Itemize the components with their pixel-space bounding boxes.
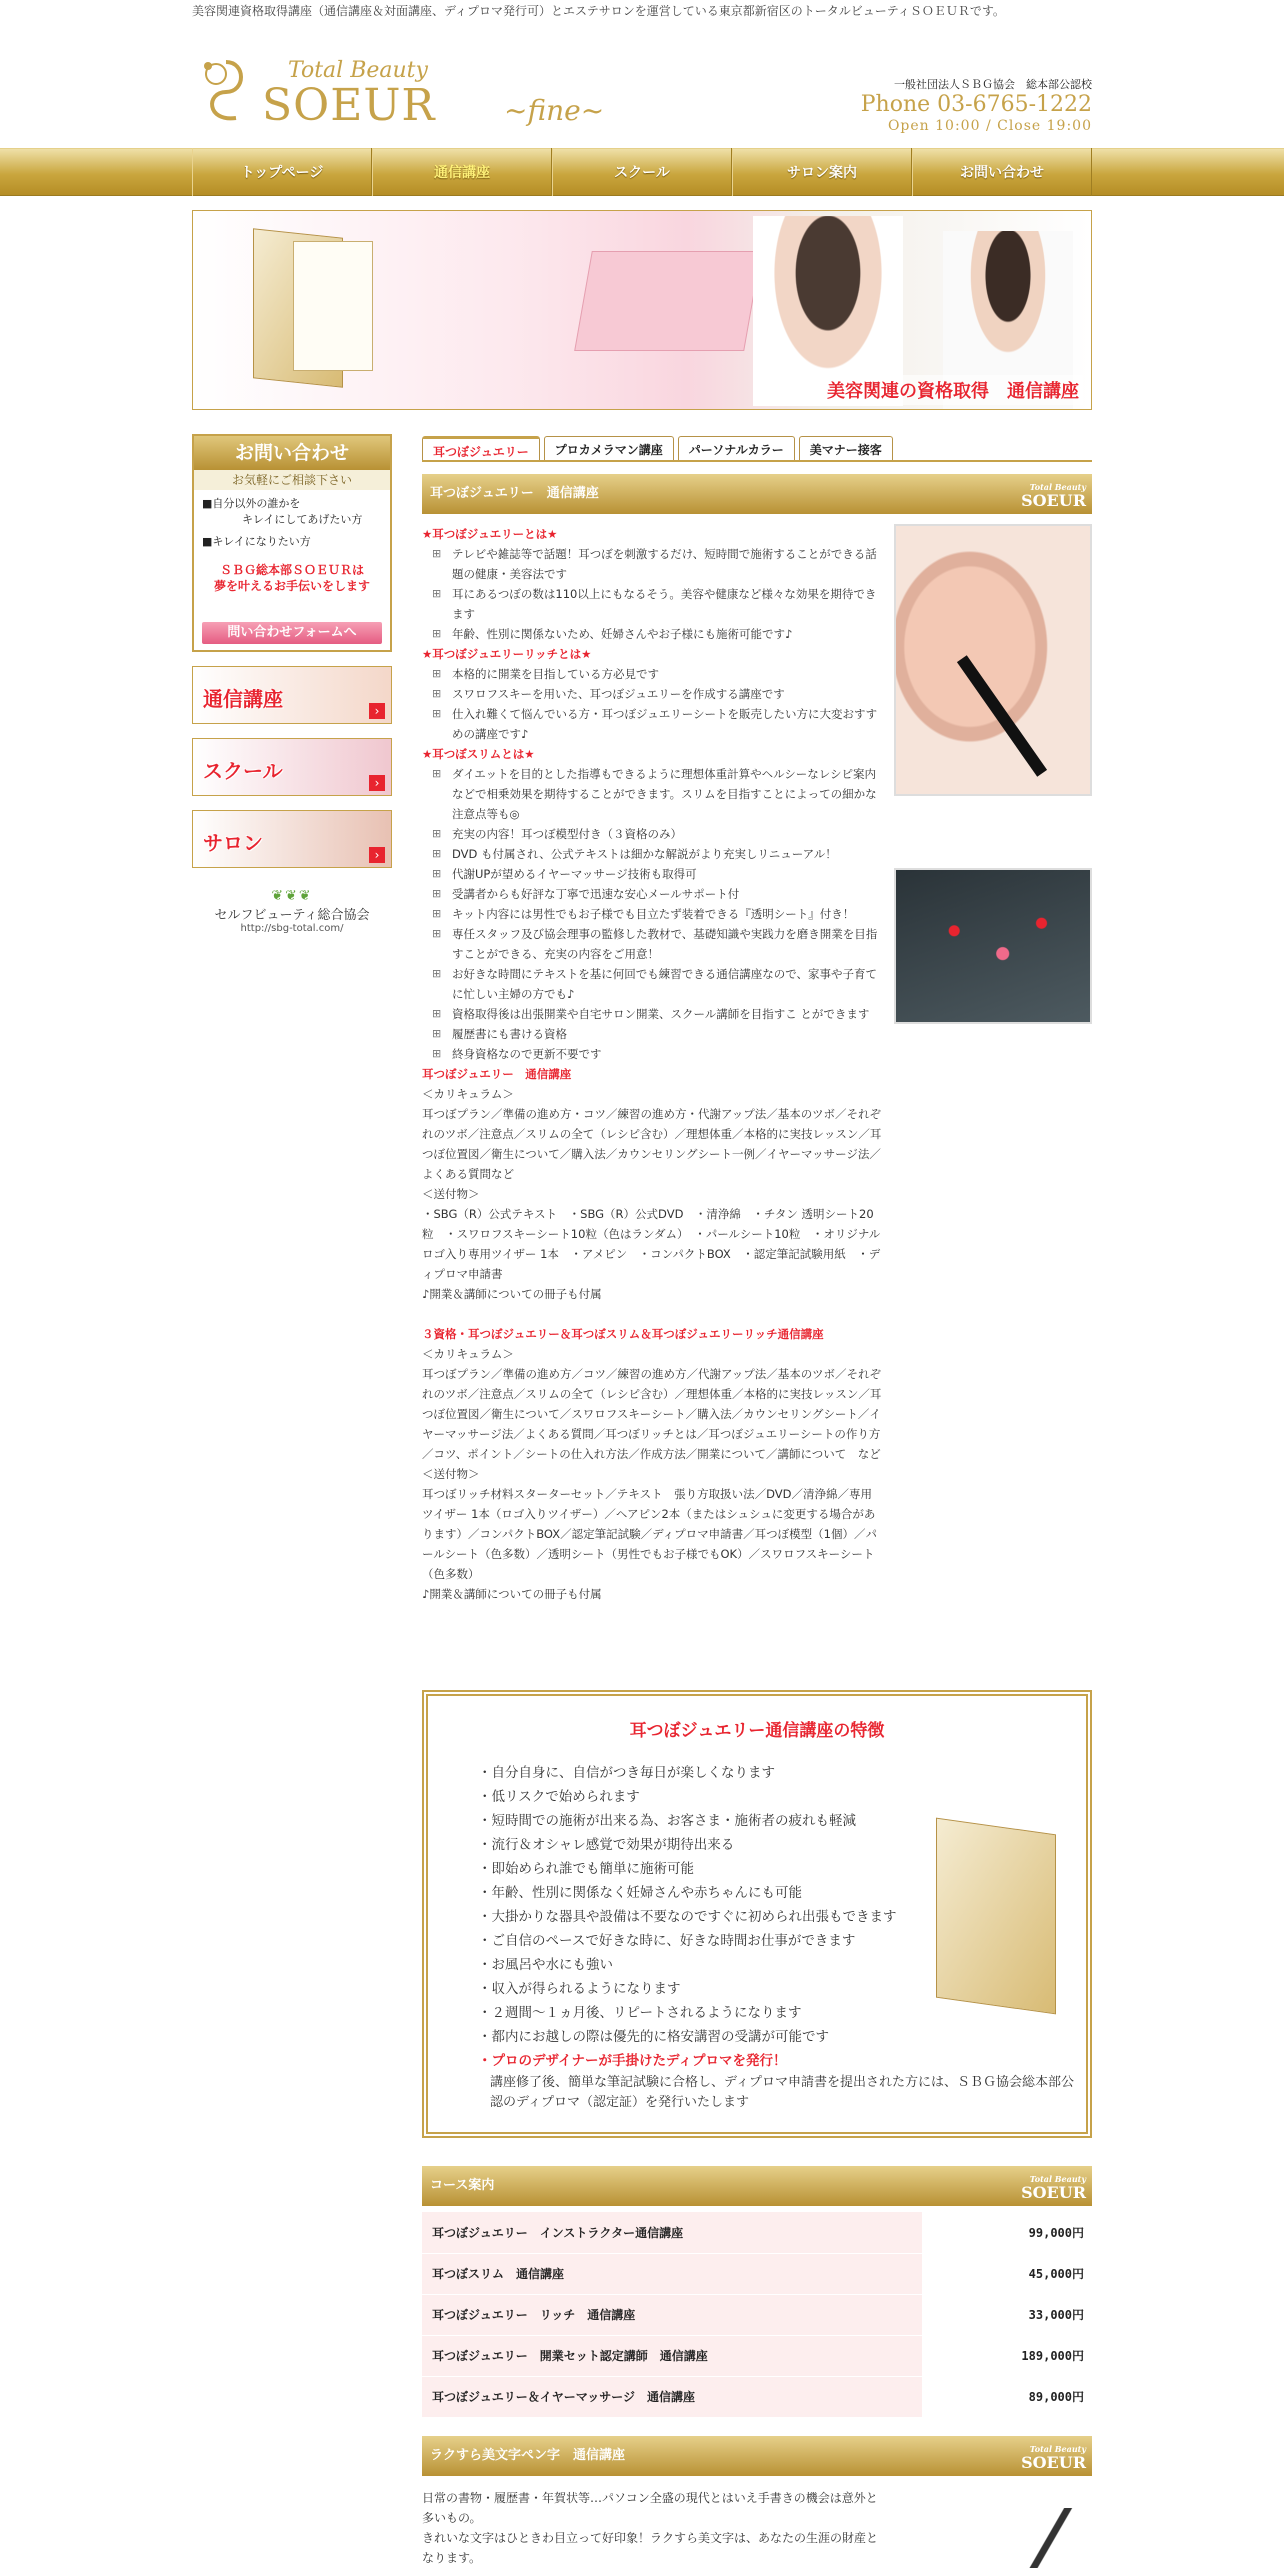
association-link[interactable] [192, 888, 392, 934]
inquiry-title: お問い合わせ [194, 436, 390, 470]
feature-item: ・ ご自信のペースで好きな時に、好きな時間お仕事ができます [478, 1929, 1086, 1953]
ear-jewelry-photo [894, 524, 1092, 796]
heading-ear-jewelry: ★耳つぼジュエリーとは★ [422, 527, 558, 541]
list-item: ⊞ 受講者からも好評な丁寧で迅速な安心メールサポート付 [422, 884, 882, 904]
header-contact [861, 76, 1092, 134]
sidebar [192, 434, 392, 934]
arrow-icon: › [369, 703, 385, 719]
nav-salon[interactable]: サロン案内 [732, 148, 912, 196]
list-item: ⊞ 履歴書にも書ける資格 [422, 1024, 882, 1044]
heading-course: 耳つぼジュエリー 通信講座 [422, 1067, 572, 1081]
heading-rich: ★耳つぼジュエリーリッチとは★ [422, 647, 592, 661]
course-name: 耳つぼジュエリー インストラクター通信講座 [422, 2212, 922, 2253]
course-table [422, 2212, 1092, 2418]
course-name: 耳つぼジュエリー＆イヤーマッサージ 通信講座 [422, 2376, 922, 2417]
feature-item: ・ 収入が得られるようになります [478, 1977, 1086, 2001]
list-item: ⊞ 仕入れ難くて悩んでいる方・耳つぼジュエリーシートを販売したい方に大変おすすめの講座です♪ [422, 704, 882, 744]
association-url: http://sbg-total.com/ [240, 923, 344, 934]
inquiry-box [192, 434, 392, 652]
arrow-icon: › [369, 775, 385, 791]
table-row [422, 2335, 1092, 2376]
course-name: 耳つぼジュエリー 開業セット認定講師 通信講座 [422, 2335, 922, 2376]
list-item: ⊞ 充実の内容！耳つぼ模型付き（３資格のみ） [422, 824, 882, 844]
course-name: 耳つぼジュエリー リッチ 通信講座 [422, 2294, 922, 2335]
site-logo[interactable] [192, 48, 605, 138]
nav-contact[interactable]: お問い合わせ [912, 148, 1092, 196]
mini-logo [1021, 2442, 1086, 2470]
course-price: 33,000円 [922, 2294, 1092, 2335]
tab-personal-color[interactable]: パーソナルカラー [678, 436, 795, 460]
banner-salon[interactable] [192, 810, 392, 868]
mini-logo-sub: Total Beauty [1029, 482, 1086, 492]
mini-logo-main: SOEUR [1021, 2183, 1086, 2202]
mini-logo-sub: Total Beauty [1029, 2174, 1086, 2184]
course-price: 99,000円 [922, 2212, 1092, 2253]
spacer [422, 1304, 882, 1324]
banner-correspondence[interactable] [192, 666, 392, 724]
tab-pro-camera[interactable]: プロカメラマン講座 [544, 436, 674, 460]
opening-hours: Open 10:00 / Close 19:00 [887, 118, 1092, 134]
inquiry-line: ■キレイになりたい方 [202, 535, 311, 548]
section-bar [422, 474, 1092, 514]
feature-highlight: ・ プロのデザイナーが手掛けたディプロマを発行！ [478, 2049, 1086, 2073]
banner-label: スクール [203, 759, 283, 783]
table-row [422, 2294, 1092, 2335]
feature-note: 講座修了後、簡単な筆記試験に合格し、ディプロマ申請書を提出された方には、ＳＢＧ協会総本部公認のディプロマ（認定証）を発行いたします [490, 2075, 1074, 2110]
hero-caption: 美容関連の資格取得 通信講座 [823, 375, 1083, 405]
jewelry-sheet-photo [894, 868, 1092, 1024]
bonus-note: ♪開業＆講師についての冊子も付属 [422, 1287, 602, 1301]
certificate-image-inner [293, 241, 373, 371]
section-bar [422, 2166, 1092, 2206]
phone-number[interactable]: Phone 03-6765-1222 [860, 92, 1092, 117]
nav-top[interactable]: トップページ [192, 148, 372, 196]
site-tagline: 美容関連資格取得講座（通信講座＆対面講座、ディプロマ発行可）とエステサロンを運営している東京都新宿区のトータルビューティＳＯＥＵＲです。 [192, 4, 1005, 18]
inquiry-subtitle: お気軽にご相談下さい [194, 470, 390, 490]
list-item: ⊞ 資格取得後は出張開業や自宅サロン開業、スクール講師を目指すこ とができます [422, 1004, 882, 1024]
list-item: ⊞ DVD も付属され、公式テキストは細かな解説がより充実しリニューアル！ [422, 844, 882, 864]
org-label: 一般社団法人ＳＢＧ協会 総本部公認校 [894, 78, 1092, 91]
pen-text: 日常の書物・履歴書・年賀状等…パソコン全盛の現代とはいえ手書きの機会は意外と多いもの。 [422, 2491, 878, 2525]
list-item: ⊞ テレビや雑誌等で話題！耳つぼを刺激するだけ、短時間で施術することができる話題の健康・美容法です [422, 544, 882, 584]
inquiry-form-button[interactable]: 問い合わせフォームへ [202, 622, 382, 644]
logo-subtitle: Total Beauty [288, 58, 428, 83]
nav-school[interactable]: スクール [552, 148, 732, 196]
main-nav [192, 148, 1092, 196]
inquiry-red-line: ＳＢＧ総本部ＳＯＥＵＲは [219, 563, 364, 577]
feature-box [422, 1690, 1092, 2138]
feature-item: ・ ２週間〜１ヵ月後、リピートされるようになります [478, 2001, 1086, 2025]
table-row [422, 2376, 1092, 2417]
inquiry-line: キレイにしてあげたい方 [242, 513, 363, 526]
shipment-label: ＜送付物＞ [422, 1467, 480, 1481]
logo-monogram-icon [196, 52, 260, 126]
arrow-icon: › [369, 847, 385, 863]
nav-correspondence[interactable]: 通信講座 [372, 148, 552, 196]
certificate-image [936, 1818, 1056, 2015]
inquiry-red-line: 夢を叶えるお手伝いをします [213, 579, 370, 593]
main-content [422, 434, 1092, 1604]
inquiry-body [194, 490, 390, 600]
hero-banner [192, 210, 1092, 410]
pen-text: きれいな文字はひときわ目立って好印象！ラクすら美文字は、あなたの生涯の財産となります。 [422, 2531, 879, 2565]
curriculum-text: 耳つぼプラン／準備の進め方・コツ／練習の進め方・代謝アップ法／基本のツボ／それぞれのツボ／注意点／スリムの全て（レシピ含む）／理想体重／本格的に実技レッスン／耳つぼ位置図／衛生について／購入法／カウンセリングシート一例／イヤーマッサージ法／よくある質問など [422, 1107, 882, 1181]
section-content [422, 524, 1092, 1604]
list-item: ⊞ 代謝UPが望めるイヤーマッサージ技術も取得可 [422, 864, 882, 884]
course-price: 45,000円 [922, 2253, 1092, 2294]
shipment-text: 耳つぼリッチ材料スターターセット／テキスト 張り方取扱い法／DVD／清浄綿／専用ツイザー 1本（ロゴ入りツイザー）／ヘアピン2本（またはシュシュに変更する場合があります）／コンパクトBOX／認定筆記試験／ディプロマ申請書／耳つぼ模型（1個）／パールシート（色多数）／透明シート（男性でもお子様でもOK）／スワロフスキーシート（色多数） [422, 1487, 877, 1581]
feature-item: ・ お風呂や水にも強い [478, 1953, 1086, 1977]
heading-slim: ★耳つぼスリムとは★ [422, 747, 535, 761]
course-price: 189,000円 [922, 2335, 1092, 2376]
list-item: ⊞ 年齢、性別に関係ないため、妊婦さんやお子様にも施術可能です♪ [422, 624, 882, 644]
curriculum-label: ＜カリキュラム＞ [422, 1087, 514, 1101]
feature-item: ・ 自分自身に、自信がつき毎日が楽しくなります [478, 1761, 1086, 1785]
banner-label: 通信講座 [203, 687, 283, 711]
section-title: 耳つぼジュエリー 通信講座 [430, 486, 599, 501]
bonus-note: ♪開業＆講師についての冊子も付属 [422, 1587, 602, 1601]
section-bar [422, 2436, 1092, 2476]
mini-logo [1021, 480, 1086, 508]
list-item: ⊞ 耳にあるつぼの数は110以上にもなるそう。美容や健康など様々な効果を期待できます [422, 584, 882, 624]
shipment-label: ＜送付物＞ [422, 1187, 480, 1201]
feature-item: ・ 大掛かりな器具や設備は不要なのですぐに初められ出張もできます [478, 1905, 1086, 1929]
banner-school[interactable] [192, 738, 392, 796]
mini-logo-main: SOEUR [1021, 2453, 1086, 2472]
laurel-icon: ❦❦❦ [271, 888, 313, 904]
course-tabs [422, 434, 1092, 462]
course-description [422, 524, 882, 1604]
feature-title: 耳つぼジュエリー通信講座の特徴 [629, 1721, 885, 1741]
list-item: ⊞ 終身資格なので更新不要です [422, 1044, 882, 1064]
course-price: 89,000円 [922, 2376, 1092, 2417]
table-row [422, 2212, 1092, 2253]
shipment-text: ・SBG（R）公式テキスト ・SBG（R）公式DVD ・清浄綿 ・チタン 透明シート20粒 ・スワロフスキーシート10粒（色はランダム） ・パールシート10粒 ・オリジナルロゴ入り専用ツイザー 1本 ・アメピン ・コンパクトBOX ・認定筆記試験用紙 ・ディプロマ申請書 [422, 1207, 881, 1281]
feature-item: ・ 都内にお越しの際は優先的に格安講習の受講が可能です [478, 2025, 1086, 2049]
mini-logo [1021, 2172, 1086, 2200]
list-item: ⊞ 本格的に開業を目指している方必見です [422, 664, 882, 684]
logo-fine: ~fine~ [504, 94, 605, 127]
curriculum-label: ＜カリキュラム＞ [422, 1347, 514, 1361]
feature-item: ・ 短時間での施術が出来る為、お客さま・施術者の疲れも軽減 [478, 1809, 1086, 1833]
course-name: 耳つぼスリム 通信講座 [422, 2253, 922, 2294]
product-box-image [574, 251, 762, 351]
inquiry-red-text [202, 562, 382, 594]
logo-title: SOEUR [262, 80, 436, 131]
section-title: コース案内 [430, 2178, 495, 2193]
mini-logo-main: SOEUR [1021, 491, 1086, 510]
tab-ear-jewelry[interactable]: 耳つぼジュエリー [422, 436, 540, 460]
list-item: ⊞ スワロフスキーを用いた、耳つぼジュエリーを作成する講座です [422, 684, 882, 704]
tab-manners[interactable]: 美マナー接客 [799, 436, 893, 460]
course-guide [422, 2166, 1092, 2418]
heading-three-courses: ３資格・耳つぼジュエリー＆耳つぼスリム＆耳つぼジュエリーリッチ通信講座 [422, 1327, 824, 1341]
feature-item: ・ 年齢、性別に関係なく妊婦さんや赤ちゃんにも可能 [478, 1881, 1086, 1905]
section-title: ラクすら美文字ペン字 通信講座 [430, 2448, 626, 2463]
curriculum-text: 耳つぼプラン／準備の進め方／コツ／練習の進め方／代謝アップ法／基本のツボ／それぞれのツボ／注意点／スリムの全て（レシピ含む）／理想体重／本格的に実技レッスン／耳つぼ位置図／衛生について／スワロフスキーシート／購入法／カウンセリングシート／イヤーマッサージ法／よくある質問／耳つぼリッチとは／耳つぼジュエリーシートの作り方／コツ、ポイント／シートの仕入れ方法／作成方法／開業について／講師について など [422, 1367, 882, 1461]
mini-logo-sub: Total Beauty [1029, 2444, 1086, 2454]
table-row [422, 2253, 1092, 2294]
list-item: ⊞ 専任スタッフ及び協会理事の監修した教材で、基礎知識や実践力を磨き開業を目指すことができる、充実の内容をご用意！ [422, 924, 882, 964]
feature-item: ・ 流行＆オシャレ感覚で効果が期待出来る [478, 1833, 1086, 1857]
pen-image [1012, 2508, 1092, 2568]
pen-description [422, 2488, 882, 2568]
pen-course [422, 2436, 1092, 2568]
inquiry-line: ■自分以外の誰かを [202, 497, 301, 510]
banner-label: サロン [203, 831, 263, 855]
feature-item: ・ 低リスクで始められます [478, 1785, 1086, 1809]
list-item: ⊞ ダイエットを目的とした指導もできるように理想体重計算やヘルシーなレシピ案内などで相乗効果を期待することができます。スリムを目指すことによっての細かな注意点等も◎ [422, 764, 882, 824]
association-title: セルフビューティ総合協会 [214, 908, 370, 923]
list-item: ⊞ お好きな時間にテキストを基に何回でも練習できる通信講座なので、家事や子育てに忙しい主婦の方でも♪ [422, 964, 882, 1004]
feature-item: ・ 即始められ誰でも簡単に施術可能 [478, 1857, 1086, 1881]
list-item: ⊞ キット内容には男性でもお子様でも目立たず装着できる『透明シート』付き！ [422, 904, 882, 924]
